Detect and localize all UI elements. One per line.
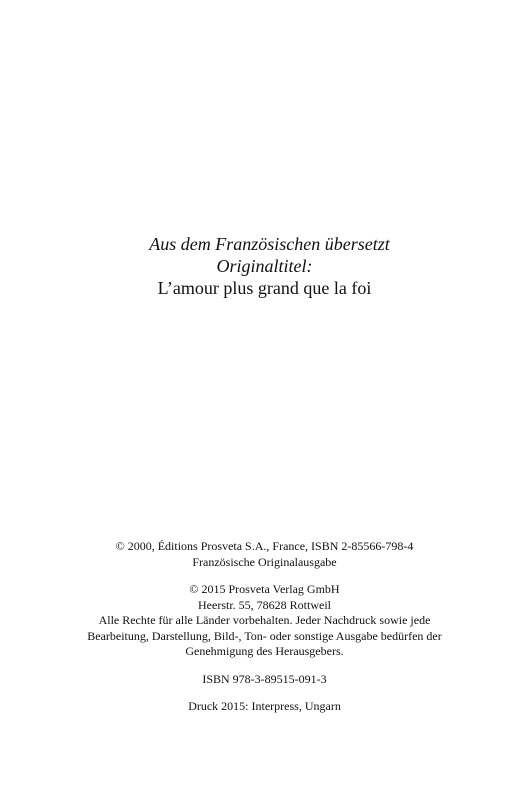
publisher-address: Heerstr. 55, 78628 Rottweil (198, 597, 331, 612)
isbn: ISBN 978-3-89515-091-3 (202, 671, 327, 686)
spacer (0, 570, 529, 582)
spacer (0, 687, 529, 699)
spacer (0, 660, 529, 672)
print-info: Druck 2015: Interpress, Ungarn (188, 699, 341, 713)
copyright: © 2015 Prosveta Verlag GmbH (189, 582, 340, 596)
rights-line-1: Alle Rechte für alle Länder vorbehalten. Jeder Nachdruck sowie jede (98, 613, 431, 627)
imprint (0, 539, 529, 715)
translation-info (0, 233, 529, 299)
rights-line-3: Genehmigung des Herausgebers. (185, 644, 344, 658)
rights-line-2: Bearbeitung, Darstellung, Bild-, Ton- oder sonstige Ausgabe bedürfen der (87, 628, 442, 643)
original-title: L’amour plus grand que la foi (157, 278, 372, 298)
original-edition-note: Französische Originalausgabe (192, 554, 337, 569)
original-copyright: © 2000, Éditions Prosveta S.A., France, ISBN 2-85566-798-4 (115, 539, 414, 553)
translation-note: Aus dem Französischen übersetzt (149, 234, 390, 254)
original-title-label: Originaltitel: (216, 256, 313, 276)
